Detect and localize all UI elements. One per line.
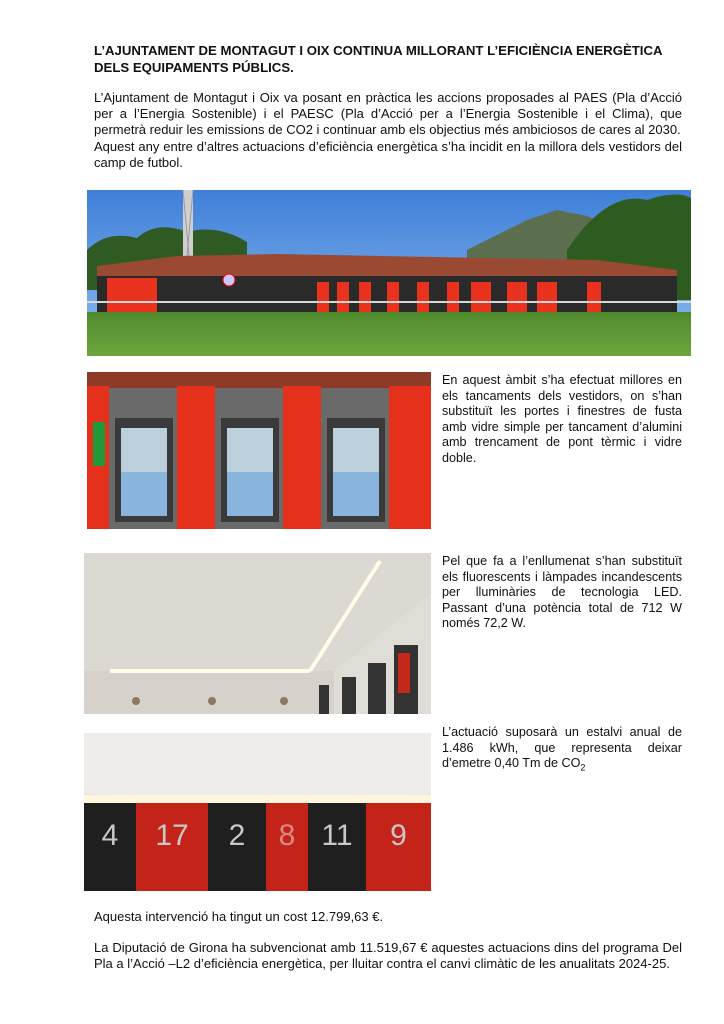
intro-paragraph-2: Aquest any entre d’altres actuacions d’eficiència energètica s’ha incidit en la millora dels vestidors del camp de futbol. (94, 138, 682, 170)
locker-number: 9 (390, 819, 407, 852)
locker-number: 2 (228, 819, 246, 852)
intro-paragraph-1: L’Ajuntament de Montagut i Oix va posant en pràctica les accions proposades al PAES (Pla d’Acció per a l’Energia Sostenible) i el PAESC (Pla d’Acció per a l’Energia Sostenible i el Clima), que permetrà reduir les emissions de CO2 i continuar amb els objectius més ambiciosos de cares al 2030. (94, 90, 682, 138)
photo-led-lighting (84, 553, 431, 714)
windows-text: En aquest àmbit s’ha efectuat millores en els tancaments dels vestidors, on s’han substituït les portes i finestres de fusta amb vidre simple per tancament d’alumini amb trencament de pont tèrmic i vidre doble. (442, 373, 682, 465)
locker-number: 8 (278, 819, 296, 852)
cost-text: Aquesta intervenció ha tingut un cost 12.799,63 €. (94, 909, 384, 924)
photo-changing-rooms (87, 190, 691, 356)
lighting-text: Pel que fa a l’enllumenat s’han substituït els fluorescents i làmpades incandescents per lluminàries de tecnologia LED. Passant d’una potència total de 712 W només 72,2 W. (442, 554, 682, 631)
subsidy-text: La Diputació de Girona ha subvencionat amb 11.519,67 € aquestes actuacions dins del programa Del Pla a l’Acció –L2 d’eficiència energètica, per lluitar contra el canvi climàtic de les anualitats 2024-25. (94, 940, 682, 972)
savings-text-main: L’actuació suposarà un estalvi anual de 1.486 kWh, que representa deixar d’emetre 0,40 Tm de CO (442, 725, 682, 771)
co2-subscript: 2 (580, 762, 586, 773)
photo-windows (87, 372, 431, 529)
locker-number: 4 (101, 819, 119, 852)
intro (94, 90, 682, 171)
locker-number: 17 (155, 819, 189, 852)
savings-text (442, 725, 682, 776)
page-title: L’AJUNTAMENT DE MONTAGUT I OIX CONTINUA MILLORANT L’EFICIÈNCIA ENERGÈTICA DELS EQUIPAMENTS PÚBLICS. (94, 43, 663, 75)
locker-number: 11 (321, 819, 353, 852)
photo-lockers (84, 733, 431, 891)
